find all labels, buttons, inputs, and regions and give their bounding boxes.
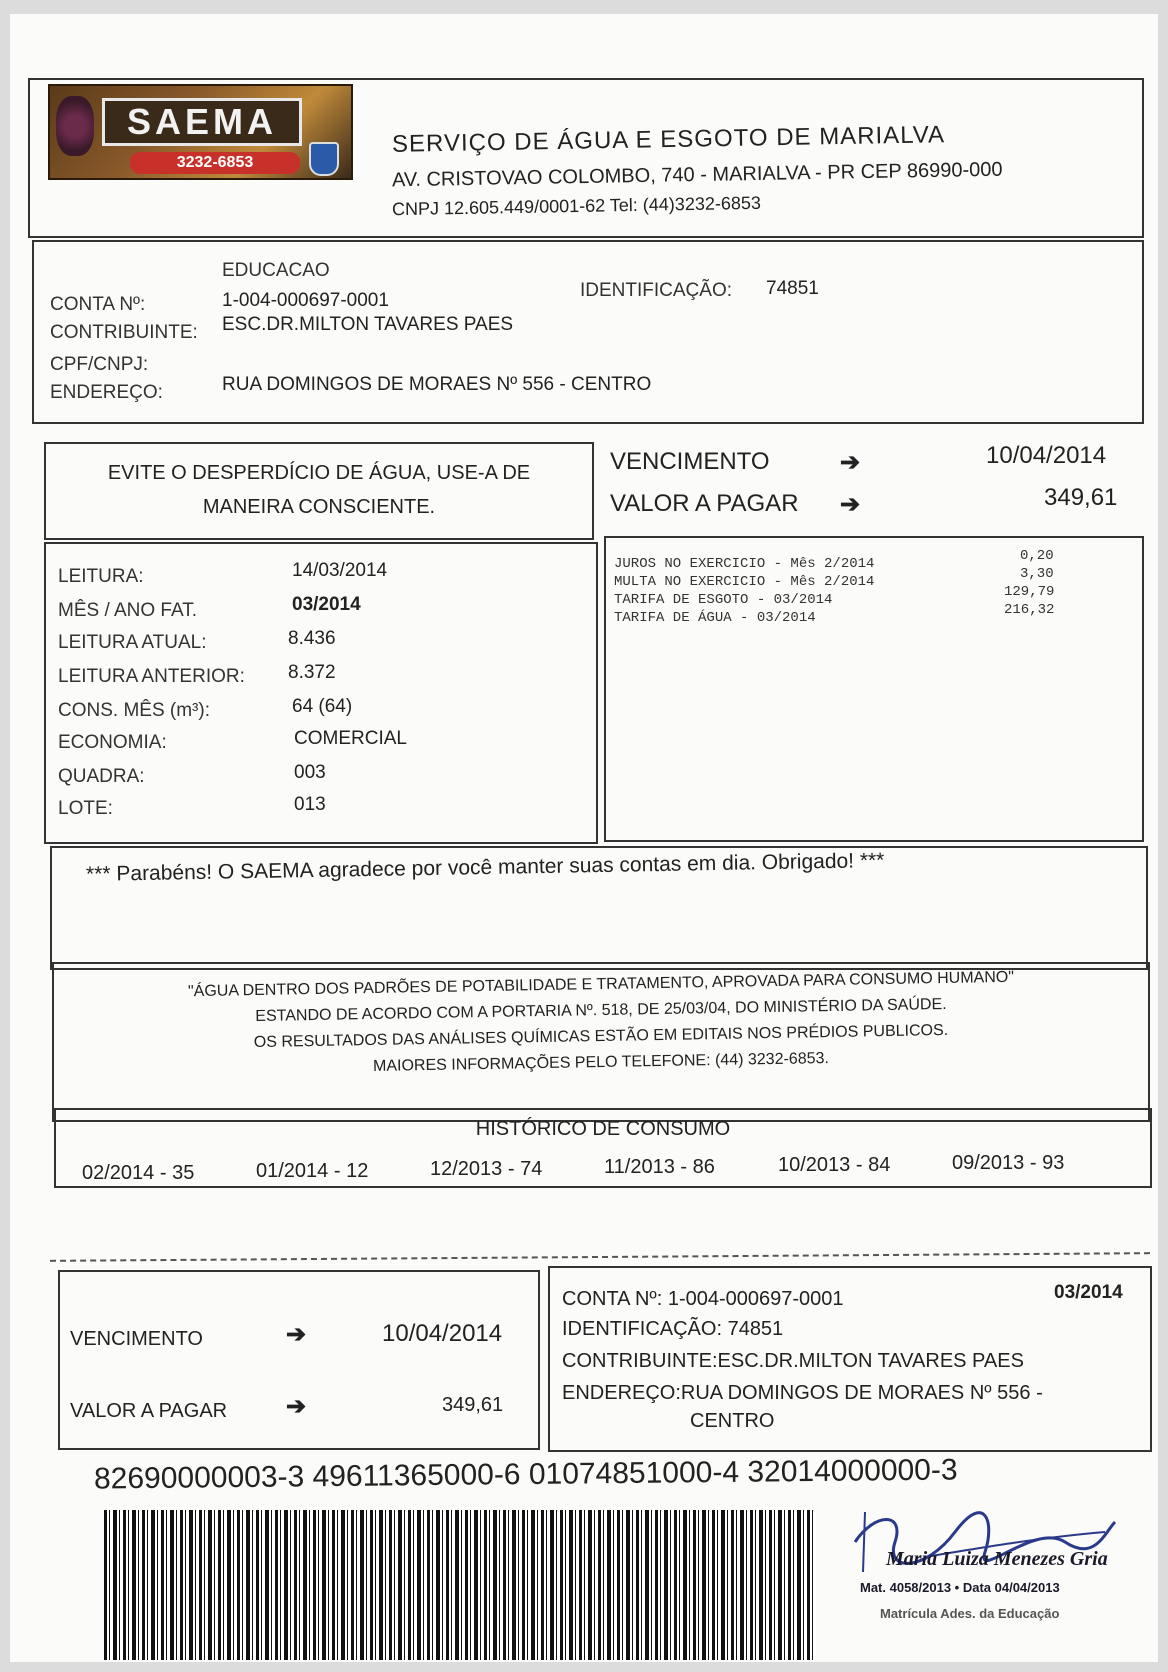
bill-sheet <box>10 14 1158 1662</box>
charge-value: 0,20 <box>1020 548 1054 564</box>
stamp-line2: Mat. 4058/2013 • Data 04/04/2013 <box>860 1580 1060 1595</box>
stub-due-box <box>58 1270 540 1450</box>
quality-line1: "ÁGUA DENTRO DOS PADRÕES DE POTABILIDADE E TRATAMENTO, APROVADA PARA CONSUMO HUMANO" <box>187 968 1015 1001</box>
logo-brand-text: SAEMA <box>102 98 302 146</box>
reading-row-value: 8.372 <box>288 662 336 683</box>
cpf-label: CPF/CNPJ: <box>50 354 149 375</box>
seal-icon <box>309 142 339 176</box>
reading-row-value: 003 <box>294 762 326 783</box>
stub-amount-value: 349,61 <box>442 1394 504 1416</box>
stub-taxpayer: CONTRIBUINTE:ESC.DR.MILTON TAVARES PAES <box>562 1350 1024 1372</box>
stub-amount-arrow: ➔ <box>286 1393 307 1420</box>
barcode-digits: 82690000003-3 49611365000-6 01074851000-4 32014000000-3 <box>93 1453 958 1496</box>
reading-row-label: ECONOMIA: <box>58 732 167 753</box>
reading-row-value: 14/03/2014 <box>292 560 388 581</box>
category: EDUCACAO <box>222 260 330 281</box>
history-entry: 09/2013 - 93 <box>952 1152 1065 1174</box>
reading-row-label: CONS. MÊS (m³): <box>58 700 210 721</box>
saema-logo <box>48 84 353 180</box>
reading-row-value: 013 <box>294 794 326 815</box>
stub-due-value: 10/04/2014 <box>382 1320 503 1347</box>
reading-row-label: LOTE: <box>58 798 113 819</box>
quality-line4: MAIORES INFORMAÇÕES PELO TELEFONE: (44) 3232-6853. <box>372 1050 830 1075</box>
stub-identification: IDENTIFICAÇÃO: 74851 <box>562 1318 784 1340</box>
company-name: SERVIÇO DE ÁGUA E ESGOTO DE MARIALVA <box>391 121 946 158</box>
amount-label: VALOR A PAGAR <box>610 490 799 517</box>
reading-row-label: QUADRA: <box>58 766 145 787</box>
identification-label: IDENTIFICAÇÃO: <box>580 280 733 301</box>
history-entry: 02/2014 - 35 <box>82 1162 195 1184</box>
stub-month: 03/2014 <box>1054 1282 1123 1303</box>
reading-row-value: 64 (64) <box>292 696 353 717</box>
stamp-line3: Matrícula Ades. da Educação <box>880 1606 1060 1621</box>
reading-row-value: 8.436 <box>288 628 336 649</box>
notice-line2: MANEIRA CONSCIENTE. <box>202 496 436 518</box>
stub-due-label: VENCIMENTO <box>70 1328 203 1350</box>
stub-amount-label: VALOR A PAGAR <box>70 1400 228 1422</box>
charge-value: 216,32 <box>1004 602 1055 618</box>
amount-value: 349,61 <box>1044 484 1118 511</box>
reading-row-value: COMERCIAL <box>294 728 407 749</box>
stamp-name: Maria Luiza Menezes Gria <box>886 1548 1108 1570</box>
cut-line <box>50 1252 1150 1262</box>
account-value: 1-004-000697-0001 <box>222 290 389 311</box>
charge-desc: MULTA NO EXERCICIO - Mês 2/2014 <box>614 574 875 590</box>
company-address: AV. CRISTOVAO COLOMBO, 740 - MARIALVA - PR CEP 86990-000 <box>391 158 1003 192</box>
notice-line1: EVITE O DESPERDÍCIO DE ÁGUA, USE-A DE <box>107 462 531 484</box>
address-label: ENDEREÇO: <box>50 382 163 403</box>
reading-row-label: LEITURA ATUAL: <box>58 632 207 653</box>
quality-line3: OS RESULTADOS DAS ANÁLISES QUÍMICAS ESTÃO EM EDITAIS NOS PRÉDIOS PUBLICOS. <box>253 1021 949 1052</box>
stub-due-arrow: ➔ <box>286 1321 307 1348</box>
due-value: 10/04/2014 <box>986 442 1107 469</box>
stub-address-line2: CENTRO <box>690 1410 775 1432</box>
history-entry: 10/2013 - 84 <box>778 1154 891 1176</box>
notice-box <box>44 442 594 540</box>
reading-row-label: MÊS / ANO FAT. <box>58 600 198 621</box>
history-entry: 12/2013 - 74 <box>430 1158 543 1180</box>
due-label: VENCIMENTO <box>610 448 770 475</box>
logo-phone: 3232-6853 <box>130 152 300 174</box>
barcode <box>104 1510 816 1660</box>
charge-desc: TARIFA DE ESGOTO - 03/2014 <box>614 592 833 608</box>
history-entry: 01/2014 - 12 <box>256 1160 369 1182</box>
charge-value: 3,30 <box>1020 566 1054 582</box>
charge-value: 129,79 <box>1004 584 1055 600</box>
reading-row-label: LEITURA ANTERIOR: <box>58 666 245 687</box>
taxpayer-value: ESC.DR.MILTON TAVARES PAES <box>222 314 514 335</box>
charge-desc: JUROS NO EXERCICIO - Mês 2/2014 <box>614 556 875 572</box>
due-arrow: ➔ <box>840 449 861 476</box>
reading-row-value: 03/2014 <box>292 594 361 615</box>
customer-box <box>32 240 1144 424</box>
address-value: RUA DOMINGOS DE MORAES Nº 556 - CENTRO <box>222 374 652 395</box>
thank-you-message: *** Parabéns! O SAEMA agradece por você manter suas contas em dia. Obrigado! *** <box>85 849 885 886</box>
history-entry: 11/2013 - 86 <box>604 1156 715 1178</box>
amount-arrow: ➔ <box>840 491 861 518</box>
reading-row-label: LEITURA: <box>58 566 144 587</box>
taxpayer-label: CONTRIBUINTE: <box>50 322 198 343</box>
quality-line2: ESTANDO DE ACORDO COM A PORTARIA Nº. 518, DE 25/03/04, DO MINISTÉRIO DA SAÚDE. <box>255 995 947 1026</box>
stub-account: CONTA Nº: 1-004-000697-0001 <box>562 1288 844 1310</box>
stub-address-line1: ENDEREÇO:RUA DOMINGOS DE MORAES Nº 556 - <box>562 1382 1043 1404</box>
account-label: CONTA Nº: <box>50 294 146 315</box>
charge-desc: TARIFA DE ÁGUA - 03/2014 <box>614 610 816 626</box>
grapes-icon <box>56 96 94 156</box>
identification-value: 74851 <box>766 278 819 299</box>
history-title: HISTÓRICO DE CONSUMO <box>475 1118 731 1140</box>
company-cnpj-tel: CNPJ 12.605.449/0001-62 Tel: (44)3232-6853 <box>391 192 762 220</box>
